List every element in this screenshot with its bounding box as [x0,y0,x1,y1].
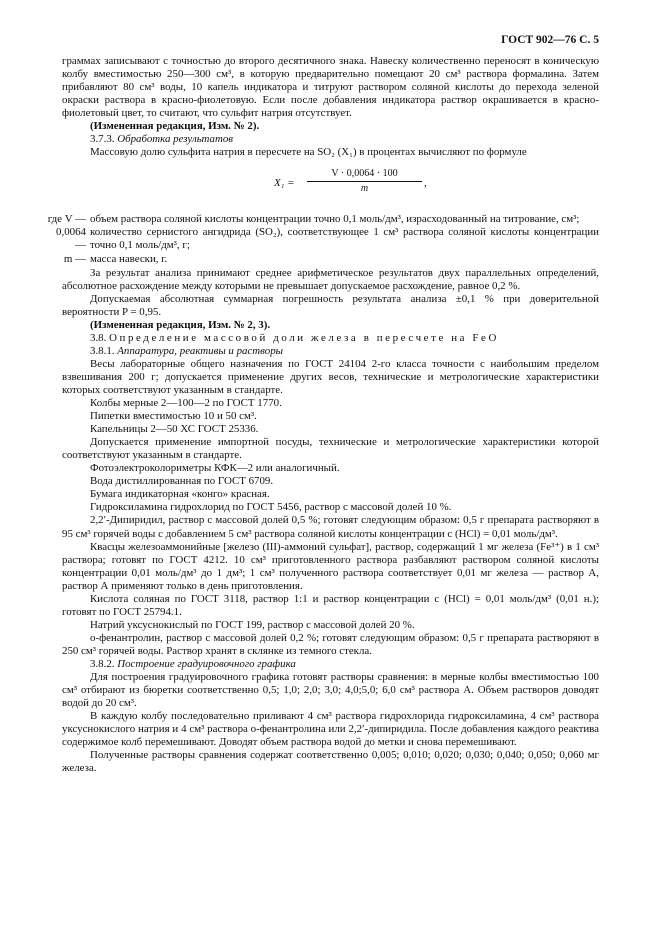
list-item: Вода дистиллированная по ГОСТ 6709. [90,475,274,488]
formula-denominator: m [360,183,369,195]
list-item: Весы лабораторные общего назначения по ГОСТ 24104 2-го класса точности с наибольшим пределом взвешивания 200 г; допускается применение других весов, технические и метрологические характеристики которых соответствуют указанным в стандарте. [62,357,599,396]
section-3-8-heading [62,332,599,345]
list-item: Капельницы 2—50 ХС ГОСТ 25336. [90,423,259,436]
list-item: Гидроксиламина гидрохлорид по ГОСТ 5456, раствор с массовой долей 10 %. [90,501,452,514]
list-item: Натрий уксуснокислый по ГОСТ 199, раствор с массовой долей 20 %. [90,618,415,631]
section-number: 3.8. [90,331,107,344]
formula-comma: , [424,177,427,190]
section-title: Построение градуировочного графика [117,657,296,670]
paragraph-calibration: Полученные растворы сравнения содержат соответственно 0,005; 0,010; 0,020; 0,030; 0,040; 0,050; 0,060 мг железа. [62,749,599,775]
paragraph-calibration: В каждую колбу последовательно приливают 4 см³ раствора гидрохлорида гидроксиламина, 4 см³ раствора уксуснокислого натрия и 4 см³ раствора о-фенантролина или 2,2′-дипиридила. После добавления каждого реактива содержимое колб перемешивают. Доводят объем раствора водой до метки и снова перемешивают. [62,710,599,749]
formula-numerator: V · 0,0064 · 100 [307,167,422,182]
paragraph-weighing: граммах записывают с точностью до второго десятичного знака. Навеску количественно переносят в коническую колбу вместимостью 250—300 см³, в которую предварительно помещают 20 см³ раствора формалина. Затем прибавляют 80 см³ воды, 10 капель индикатора и титруют раствором соляной кислоты до перехода зеленой окраски раствора в красно-фиолетовую. Если после добавления индикатора раствор окрашивается в красно-фиолетовый цвет, то считают, что сульфит натрия отсутствует. [62,55,599,120]
list-item: Квасцы железоаммонийные [железо (III)-аммоний сульфат], раствор, содержащий 1 мг железа (Fe³⁺) в 1 см³ раствора; готовят по ГОСТ 4212. 10 см³ приготовленного раствора разбавляют раствором соляной кислоты концентрации 0,01 моль/дм³ до 1 дм³; 1 см³ полученного раствора соответствует 0,01 мг железа — раствор А, раствор А применяют только в день приготовления. [62,540,599,592]
section-number: 3.7.3. [90,133,115,146]
page-header: ГОСТ 902—76 С. 5 [501,34,599,46]
formula-fraction [307,167,422,195]
list-item: Кислота соляная по ГОСТ 3118, раствор 1:1 и раствор концентрации c (HCl) = 0,01 моль/дм³ (0,01 н.); готовят по ГОСТ 25794.1. [62,592,599,618]
section-3-7-3-heading [62,133,599,146]
list-item: Фотоэлектроколориметры КФК—2 или аналогичный. [90,462,340,475]
list-item: Бумага индикаторная «конго» красная. [90,488,270,501]
paragraph-error: Допускаемая абсолютная суммарная погрешность результата анализа ±0,1 % при доверительной вероятности P = 0,95. [62,292,599,318]
definition-text: объем раствора соляной кислоты концентрации точно 0,1 моль/дм³, израсходованный на титрование, см³; [90,213,580,226]
list-item: о-фенантролин, раствор с массовой долей 0,2 %; готовят следующим образом: 0,5 г препарата растворяют в 250 см³ горячей воды. Раствор хранят в склянке из темного стекла. [62,631,599,657]
edit-note-2: (Измененная редакция, Изм. № 2, 3). [90,318,271,331]
list-item: Пипетки вместимостью 10 и 50 см³. [90,410,257,423]
definition-symbol: 0,0064 — [56,226,86,252]
list-item: Допускается применение импортной посуды, технические и метрологические характеристики которой соответствуют указанным в стандарте. [62,436,599,462]
paragraph-formula-intro: Массовую долю сульфита натрия в пересчете на SO₂ (X₁) в процентах вычисляют по формуле [90,146,527,159]
edit-note-1: (Измененная редакция, Изм. № 2). [90,120,260,133]
paragraph-calibration: Для построения градуировочного графика готовят растворы сравнения: в мерные колбы вместимостью 100 см³ отбирают из бюретки соответственно 0,5; 1,0; 2,0; 3,0; 4,0;5,0; 6,0 см³ раствора А. Объем растворов доводят водой до 20 см³. [62,671,599,710]
definition-symbol: m — [63,252,86,265]
section-title: Определение массовой доли железа в пересчете на FeO [109,331,499,344]
formula-x1 [62,163,599,207]
definition-row [46,253,599,266]
definition-text: масса навески, г. [90,252,168,265]
definition-row [46,226,599,252]
section-3-8-1-heading [62,345,599,358]
section-title: Обработка результатов [117,133,234,146]
section-number: 3.8.2. [90,657,115,670]
definition-row [46,213,599,226]
paragraph-result: За результат анализа принимают среднее арифметическое результатов двух параллельных определений, абсолютное расхождение между которыми не превышает допускаемое расхождение, равное 0,2 %. [62,266,599,292]
list-item: 2,2′-Дипиридил, раствор с массовой долей 0,5 %; готовят следующим образом: 0,5 г препарата растворяют в 95 см³ горячей воды с добавлением 5 см³ раствора соляной кислоты концентрации c (HCl) = 0,01 моль/дм³. [62,514,599,540]
section-3-8-2-heading [62,658,599,671]
section-title: Аппаратура, реактивы и растворы [117,344,284,357]
definition-text: количество сернистого ангидрида (SO₂), соответствующее 1 см³ раствора соляной кислоты концентрации точно 0,1 моль/дм³, г; [90,226,599,252]
list-item: Колбы мерные 2—100—2 по ГОСТ 1770. [90,397,282,410]
variable-definitions [46,213,599,265]
section-number: 3.8.1. [90,344,115,357]
formula-lhs: X₁ = [274,177,295,190]
definition-symbol: где V — [47,213,86,226]
